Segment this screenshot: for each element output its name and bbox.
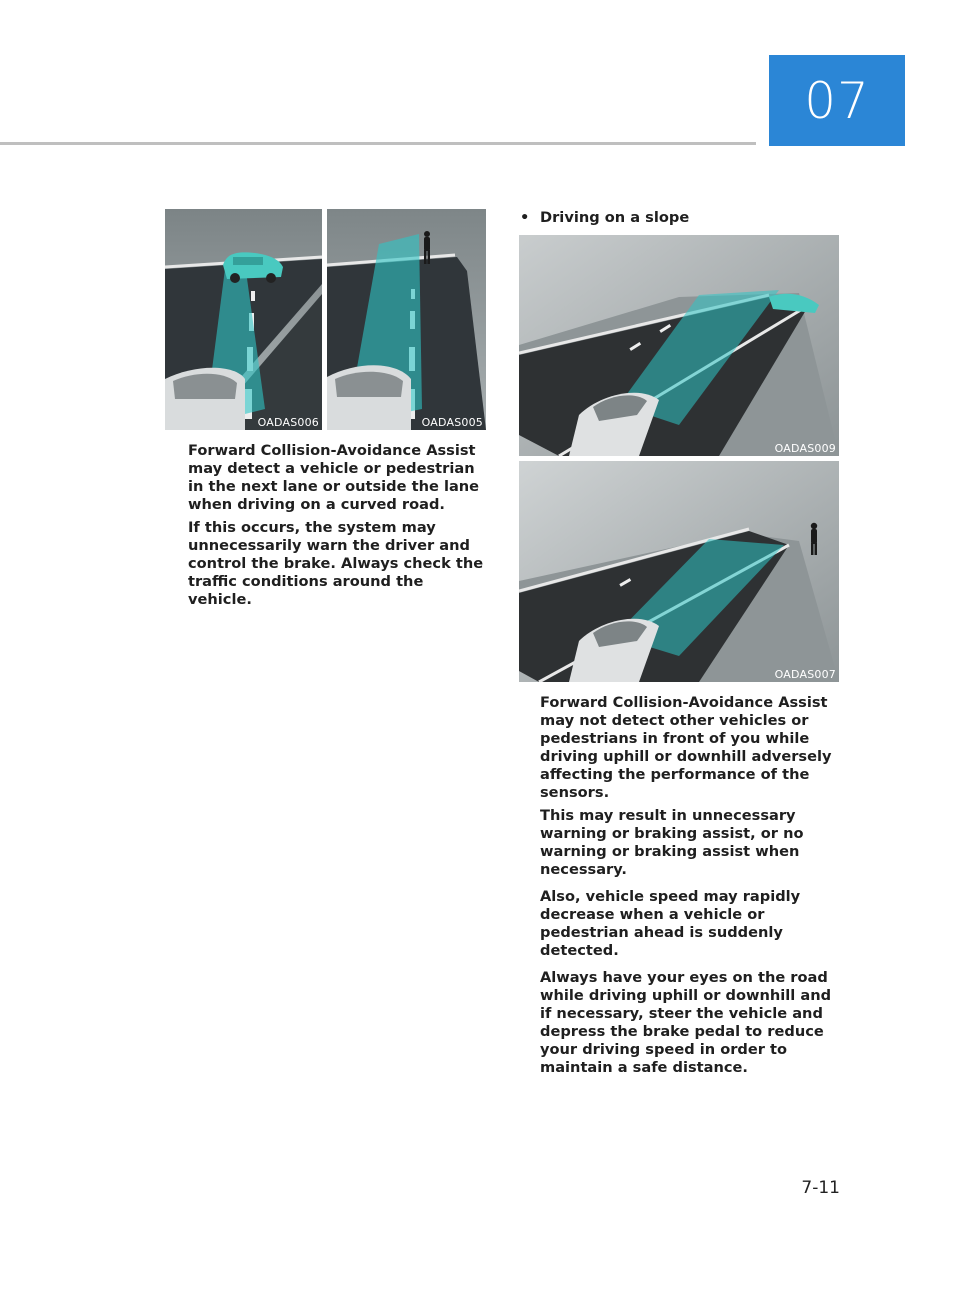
paragraph: Also, vehicle speed may rapidly decrease when a vehicle or pedestrian ahead is suddenly detected.	[540, 888, 801, 959]
paragraph: If this occurs, the system may unnecessarily warn the driver and control the brake. Always check the traffic conditions around the vehicle.	[188, 519, 484, 608]
figure-curve-pedestrian	[327, 209, 486, 430]
figure-slope-pedestrian	[519, 461, 839, 682]
bullet-dot-icon: •	[520, 209, 530, 226]
paragraph: Always have your eyes on the road while driving uphill or downhill and if necessary, steer the vehicle and depress the brake pedal to reduce your driving speed in order to maintain a safe distance.	[540, 969, 832, 1076]
figure-slope-vehicle	[519, 235, 839, 456]
page-number: 7-11	[801, 1178, 840, 1198]
bullet-text: Driving on a slope	[540, 209, 690, 226]
header-rule	[0, 142, 756, 145]
figure-code: OADAS006	[257, 416, 319, 429]
chapter-tab	[769, 55, 905, 146]
paragraph: This may result in unnecessary warning or braking assist, or no warning or braking assist when necessary.	[540, 807, 804, 878]
figure-curve-vehicle	[165, 209, 322, 430]
paragraph: Forward Collision-Avoidance Assist may detect a vehicle or pedestrian in the next lane or outside the lane when driving on a curved road.	[188, 442, 480, 513]
paragraph: Forward Collision-Avoidance Assist may not detect other vehicles or pedestrians in front of you while driving uphill or downhill adversely affecting the performance of the sensors.	[540, 694, 832, 801]
figure-code: OADAS005	[421, 416, 483, 429]
chapter-number: 07	[804, 71, 870, 130]
figure-code: OADAS009	[774, 442, 836, 455]
figure-code: OADAS007	[774, 668, 836, 681]
bullet-heading	[520, 208, 689, 228]
